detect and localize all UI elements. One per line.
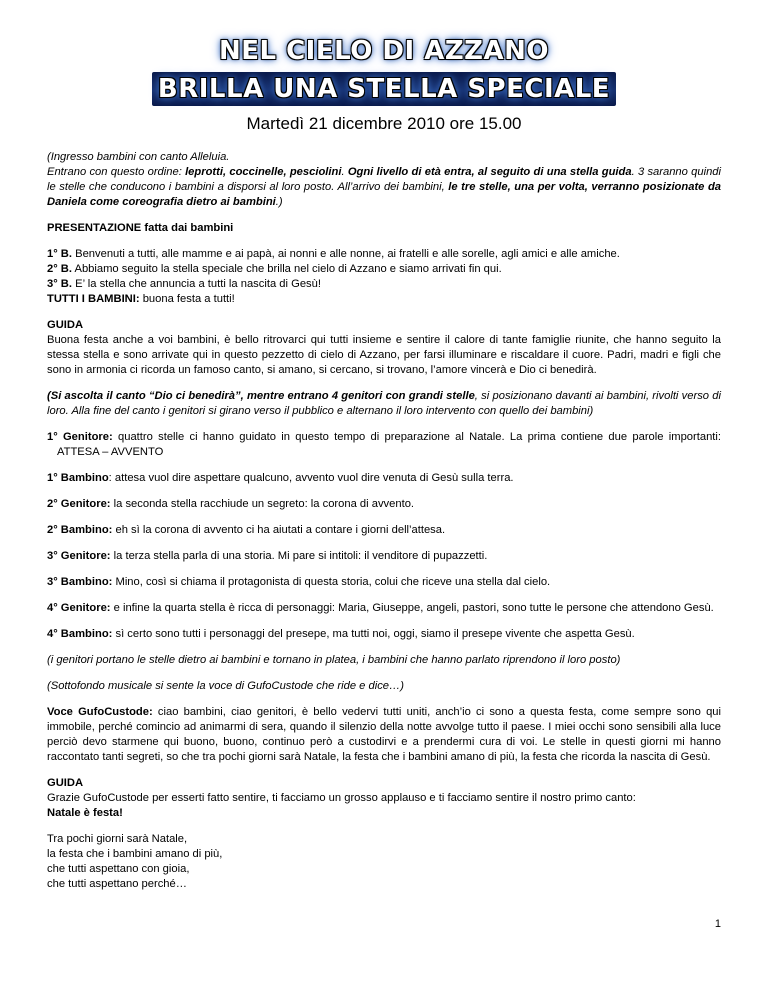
speaker-label: 3° Genitore: xyxy=(47,550,111,562)
song-title: Natale è festa! xyxy=(47,807,123,819)
line-text: Grazie GufoCustode per esserti fatto sentire, ti facciamo un grosso applauso e ti facciamo sentire il nostro primo canto: xyxy=(47,792,636,804)
line-text: la seconda stella racchiude un segreto: la corona di avvento. xyxy=(110,498,415,510)
speaker-label: 2° Genitore: xyxy=(47,498,111,510)
dialogue-line xyxy=(47,430,721,460)
title-banner xyxy=(0,34,768,106)
line-text: buona festa a tutti! xyxy=(139,293,235,305)
gufo-speech xyxy=(47,705,721,765)
intro-emphasis: Ogni livello di età entra, al seguito di una stella guida xyxy=(347,166,632,178)
dialogue-line xyxy=(47,575,721,590)
line-text: Abbiamo seguito la stella speciale che brilla nel cielo di Azzano e siamo arrivati fin qui. xyxy=(72,263,502,275)
intro-text: Entrano con questo ordine: xyxy=(47,166,186,178)
speaker-label: 4° Genitore: xyxy=(47,602,111,614)
line-text: : attesa vuol dire aspettare qualcuno, avvento vuol dire venuta di Gesù sulla terra. xyxy=(108,472,514,484)
speaker-label: 3° B. xyxy=(47,278,72,290)
presentazione-line xyxy=(47,262,721,277)
speaker-label: 1° B. xyxy=(47,248,72,260)
poem-stanza xyxy=(47,832,721,892)
dialogue-line xyxy=(47,523,721,538)
title-line-2: BRILLA UNA STELLA SPECIALE xyxy=(152,72,616,106)
line-text: la terza stella parla di una storia. Mi pare si intitoli: il venditore di pupazzetti. xyxy=(110,550,488,562)
speaker-label: 1° Bambino xyxy=(47,472,109,484)
line-text: Benvenuti a tutti, alle mamme e ai papà, ai nonni e alle nonne, ai fratelli e alle sorelle, agli amici e alle amiche. xyxy=(72,248,620,260)
intro-paragraph xyxy=(47,150,721,210)
stage-text: , si posizionano davanti ai bambini, rivolti verso di loro. Alla fine del canto i genitori si girano verso il pubblico e alternano il loro intervento con quello dei bambini) xyxy=(47,390,721,417)
line-text: ciao bambini, ciao genitori, è bello vedervi tutti uniti, anch’io ci sono a questa festa, come sempre sono qui immobile, perché comincio ad animarmi di sera, quando il silenzio della notte avvolge tutto il paese. I miei occhi sono sensibili alla luce perciò devo starmene qui buono, buono, continuo però a custodirvi e a prendermi cura di voi. Le stelle in questi giorni mi hanno raccontato tanti segreti, so che tra pochi giorni sarà Natale, la festa che i bambini amano di più, la festa che ricorda la nascita di Gesù. xyxy=(47,706,722,763)
event-date: Martedì 21 dicembre 2010 ore 15.00 xyxy=(246,114,522,133)
speaker-label: 1° Genitore: xyxy=(47,431,113,443)
line-text: e infine la quarta stella è ricca di personaggi: Maria, Giuseppe, angeli, pastori, sono tutte le persone che attendono Gesù. xyxy=(110,602,714,614)
stage-direction-3: (Sottofondo musicale si sente la voce di GufoCustode che ride e dice…) xyxy=(47,680,404,692)
line-text: E’ la stella che annuncia a tutti la nascita di Gesù! xyxy=(72,278,321,290)
stage-direction-1 xyxy=(47,389,721,419)
line-text: eh sì la corona di avvento ci ha aiutati a contare i giorni dell’attesa. xyxy=(112,524,446,536)
poem-line: la festa che i bambini amano di più, xyxy=(47,848,223,860)
guida-heading: GUIDA xyxy=(47,319,84,331)
guida-section-2 xyxy=(47,776,721,821)
page-number: 1 xyxy=(714,918,721,930)
intro-line-1: (Ingresso bambini con canto Alleluia. xyxy=(47,151,230,163)
presentazione-line xyxy=(47,247,721,262)
dialogue-section xyxy=(47,430,721,642)
stage-emphasis: (Si ascolta il canto “Dio ci benedirà”, mentre entrano 4 genitori con grandi stelle xyxy=(47,390,475,402)
speaker-label: 3° Bambino: xyxy=(47,576,113,588)
presentazione-line xyxy=(47,277,721,292)
dialogue-line xyxy=(47,601,721,616)
dialogue-line xyxy=(47,471,721,486)
dialogue-line xyxy=(47,497,721,512)
intro-groups: leprotti, coccinelle, pesciolini xyxy=(185,166,342,178)
dialogue-line xyxy=(47,627,721,642)
poem-line: che tutti aspettano con gioia, xyxy=(47,863,190,875)
presentazione-line xyxy=(47,292,721,307)
title-line-1: NEL CIELO DI AZZANO xyxy=(218,36,550,66)
poem-line: Tra pochi giorni sarà Natale, xyxy=(47,833,188,845)
speaker-label: Voce GufoCustode: xyxy=(47,706,153,718)
stage-direction-2: (i genitori portano le stelle dietro ai bambini e tornano in platea, i bambini che hanno parlato riprendono il loro posto) xyxy=(47,654,621,666)
intro-emphasis: le tre stelle, una per volta, verranno posizionate da Daniela come coreografia dietro ai bambini xyxy=(47,181,721,208)
poem-line: che tutti aspettano perché… xyxy=(47,878,187,890)
document-body xyxy=(47,150,721,892)
line-text: sì certo sono tutti i personaggi del presepe, ma tutti noi, oggi, siamo il presepe vivente che aspetta Gesù. xyxy=(112,628,635,640)
line-text: quattro stelle ci hanno guidato in questo tempo di preparazione al Natale. La prima contiene due parole importanti: ATTESA – AVVENTO xyxy=(57,431,722,458)
presentazione-heading: PRESENTAZIONE fatta dai bambini xyxy=(47,222,234,234)
presentazione-lines xyxy=(47,247,721,307)
guida-text xyxy=(47,791,721,821)
speaker-label: 2° Bambino: xyxy=(47,524,113,536)
line-text: Mino, così si chiama il protagonista di questa storia, colui che riceve una stella dal cielo. xyxy=(112,576,551,588)
speaker-label: 2° B. xyxy=(47,263,72,275)
guida-heading: GUIDA xyxy=(47,777,84,789)
guida-text: Buona festa anche a voi bambini, è bello ritrovarci qui tutti insieme e sentire il calore di tante famiglie riunite, che hanno seguito la stessa stella e sono arrivate qui in questo pezzetto di cielo di Azzano, per farsi illuminare e riscaldare il cuore. Padri, madri e figli che sono in armonia ci ricorda un famoso canto, si amano, si cercano, si trovano, l’amore vincerà e Dio ci benedirà. xyxy=(47,334,721,376)
speaker-label: 4° Bambino: xyxy=(47,628,113,640)
dialogue-line xyxy=(47,549,721,564)
intro-text: .) xyxy=(275,196,283,208)
intro-text: . 3 saranno quindi le stelle che conducono i bambini a disporsi al loro posto. All’arrivo dei bambini, xyxy=(47,166,722,193)
intro-text: . xyxy=(341,166,348,178)
guida-section-1 xyxy=(47,318,721,378)
speaker-label: TUTTI I BAMBINI: xyxy=(47,293,140,305)
